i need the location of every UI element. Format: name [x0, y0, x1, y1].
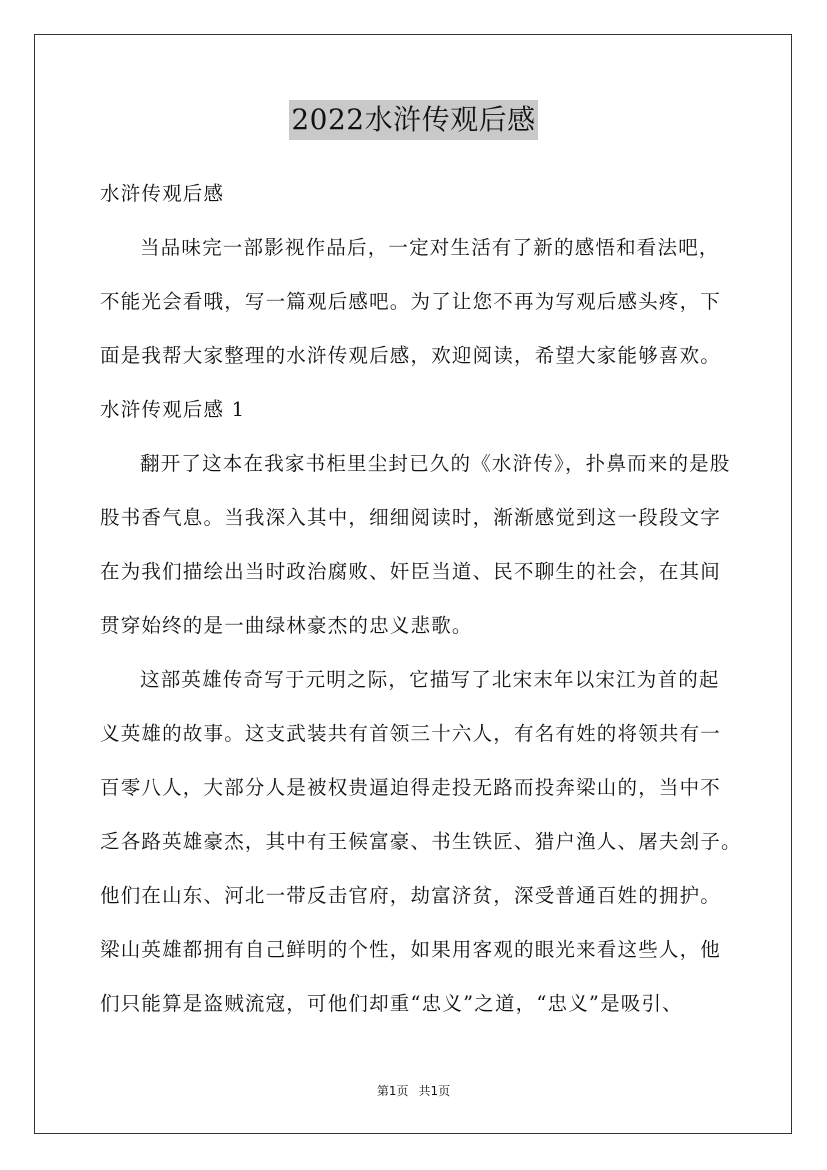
page-total: 共1页	[418, 1084, 451, 1098]
section-heading: 水浒传观后感 1	[100, 398, 246, 421]
page-footer	[0, 1082, 827, 1099]
text-line: 在为我们描绘出当时政治腐败、奸臣当道、民不聊生的社会，在其间	[100, 560, 722, 583]
text-line: 面是我帮大家整理的水浒传观后感，欢迎阅读，希望大家能够喜欢。	[100, 344, 722, 367]
document-title: 2022水浒传观后感	[289, 100, 537, 140]
page-number: 第1页	[376, 1084, 409, 1098]
text-line: 股书香气息。当我深入其中，细细阅读时，渐渐感觉到这一段段文字	[100, 506, 722, 529]
text-line: 这部英雄传奇写于元明之际，它描写了北宋末年以宋江为首的起	[140, 668, 720, 691]
title-container	[0, 100, 827, 140]
text-line: 们只能算是盗贼流寇，可他们却重“忠义”之道，“忠义”是吸引、	[100, 992, 683, 1015]
document-body	[100, 174, 740, 1038]
text-line: 他们在山东、河北一带反击官府，劫富济贫，深受普通百姓的拥护。	[100, 884, 722, 907]
text-line: 乏各路英雄豪杰，其中有王候富豪、书生铁匠、猎户渔人、屠夫刽子。	[100, 830, 742, 853]
text-line: 贯穿始终的是一曲绿林豪杰的忠义悲歌。	[100, 614, 473, 637]
text-line: 百零八人，大部分人是被权贵逼迫得走投无路而投奔梁山的，当中不	[100, 776, 722, 799]
text-line: 梁山英雄都拥有自己鲜明的个性，如果用客观的眼光来看这些人，他	[100, 938, 722, 961]
text-line: 当品味完一部影视作品后，一定对生活有了新的感悟和看法吧，	[140, 236, 720, 259]
text-line: 翻开了这本在我家书柜里尘封已久的《水浒传》，扑鼻而来的是股	[140, 452, 731, 475]
text-line: 不能光会看哦，写一篇观后感吧。为了让您不再为写观后感头疼，下	[100, 290, 722, 313]
text-line: 义英雄的故事。这支武装共有首领三十六人，有名有姓的将领共有一	[100, 722, 722, 745]
section-heading: 水浒传观后感	[100, 182, 225, 205]
